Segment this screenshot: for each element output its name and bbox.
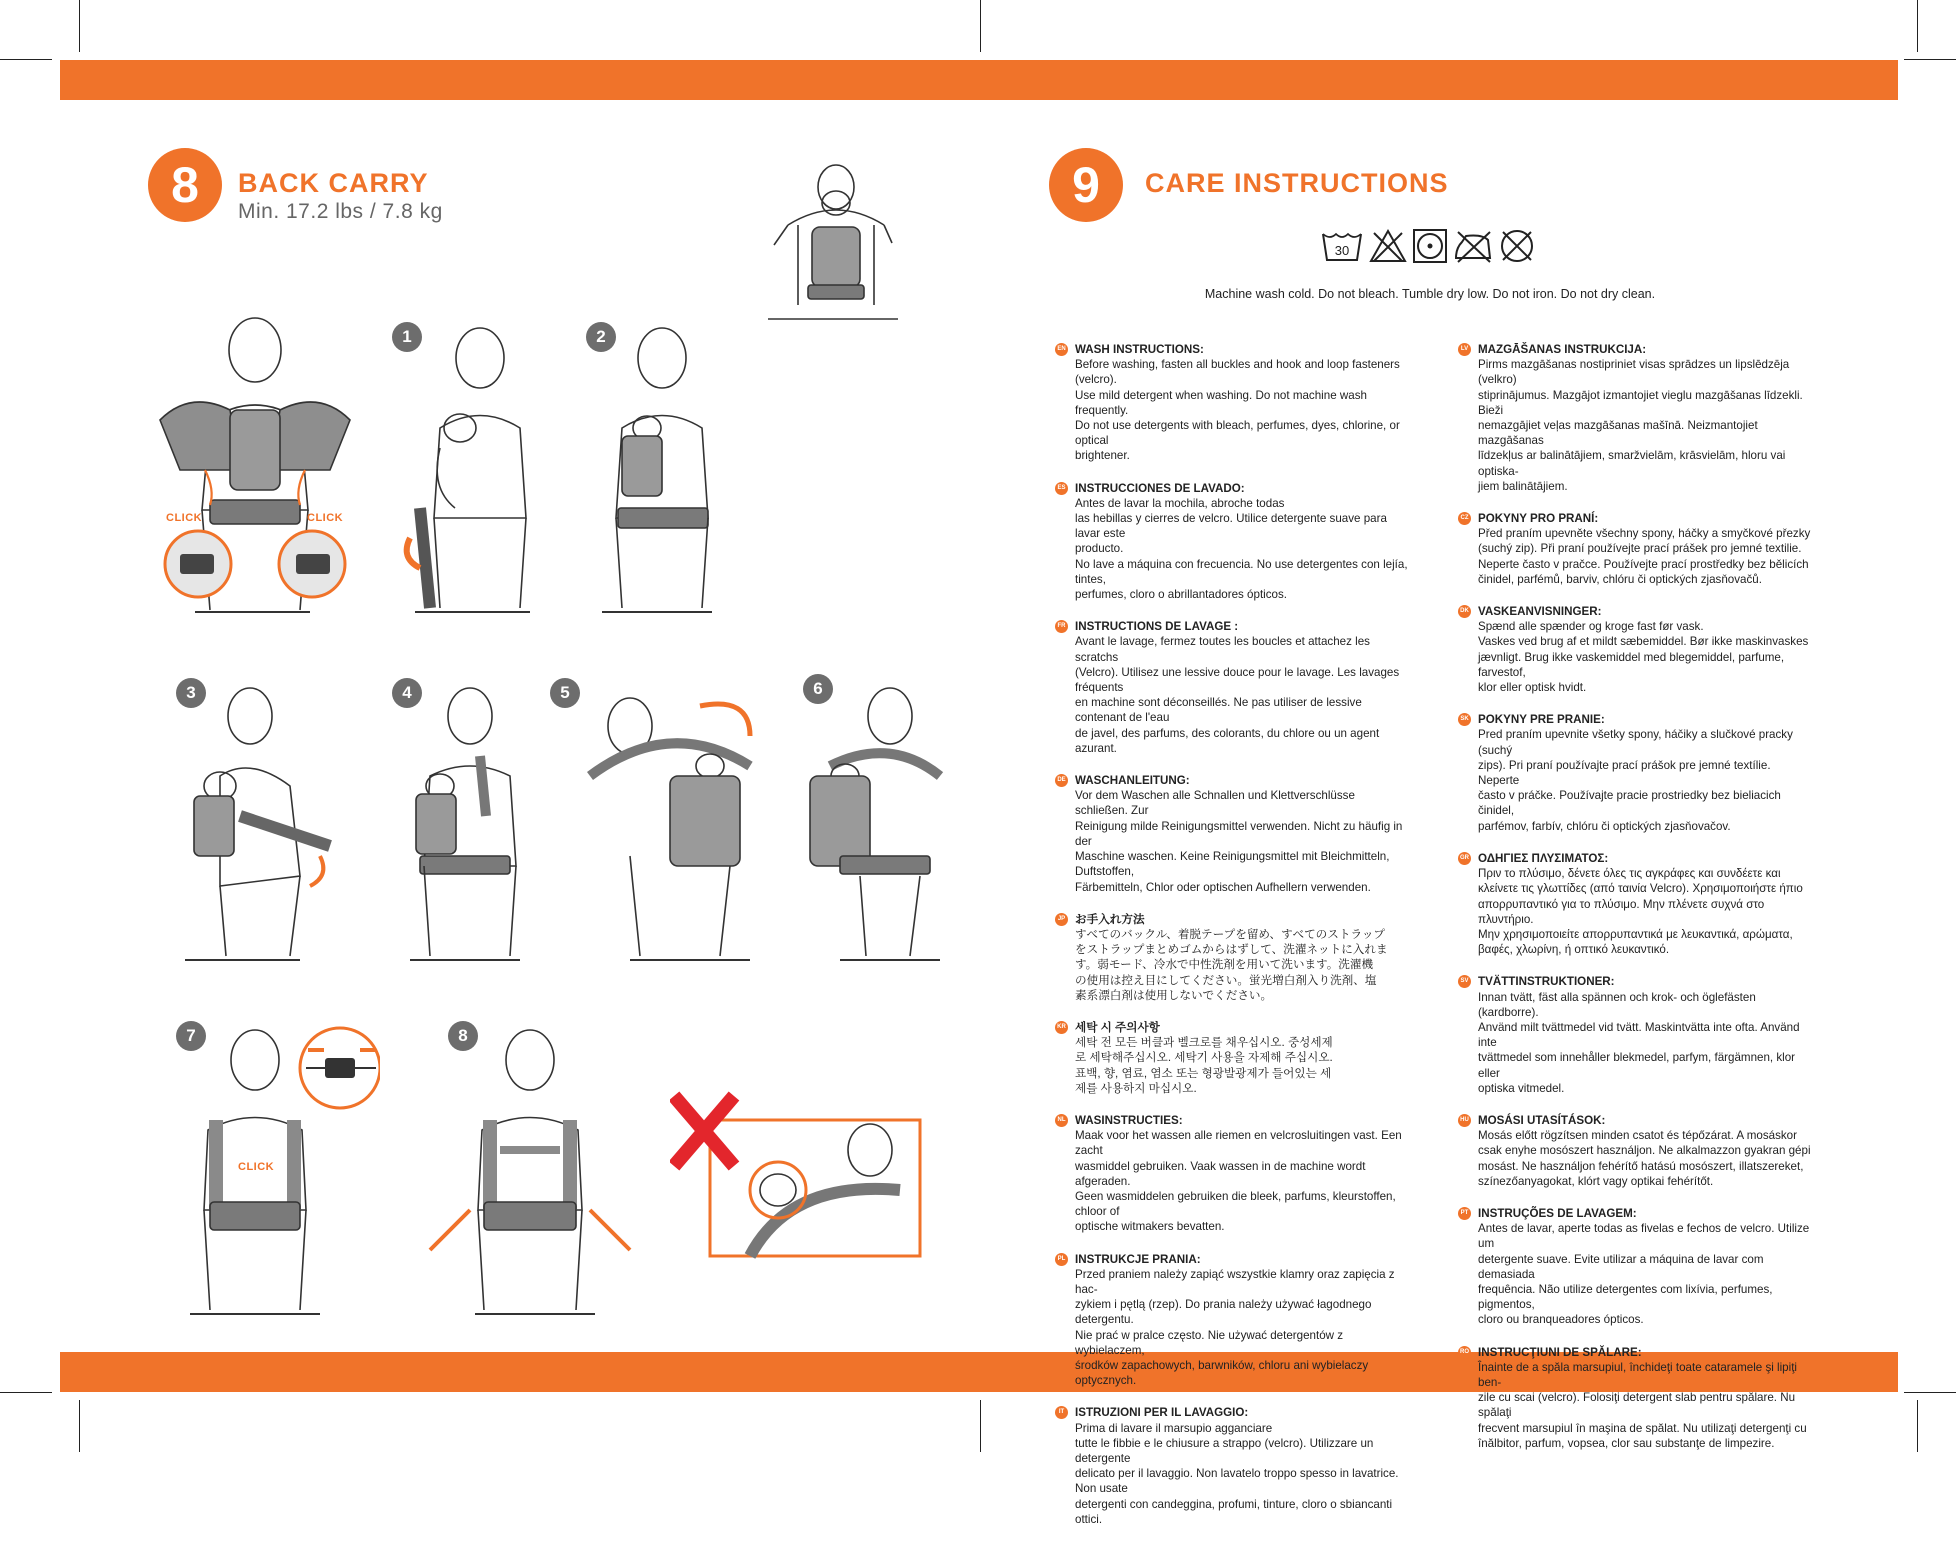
section-subtitle: Min. 17.2 lbs / 7.8 kg xyxy=(238,200,443,223)
care-instruction-text: Před praním upevněte všechny spony, háčky a smyčkové přezky (suchý zip). Při praní používejte prací prášek pro jemné textilie. Neperte často v pračce. Používejte prací prostředky bez bělicích činidel, parfémů, barviv, chlóru či optických zjasňovačů. xyxy=(1478,527,1811,586)
care-instruction-title: 세탁 시 주의사항 xyxy=(1075,1020,1160,1034)
wash-30-icon xyxy=(1320,228,1364,264)
care-instruction-text: Antes de lavar, aperte todas as fivelas e fechos de velcro. Utilize um detergente suave. Evite utilizar a máquina de lavar com demasiada frequência. Não utilize detergentes com lixívia, perfumes, pigmentos, cloro ou branqueadores ópticos. xyxy=(1478,1222,1810,1327)
step-8-illustration xyxy=(420,1010,640,1320)
care-instruction-title: MAZGĀŠANAS INSTRUKCIJA: xyxy=(1478,343,1647,356)
crop-mark xyxy=(980,1400,981,1452)
care-instruction-title: INSTRUKCJE PRANIA: xyxy=(1075,1252,1201,1266)
language-code-badge: HU xyxy=(1458,1114,1471,1127)
care-instruction-text: 세탁 전 모든 버클과 벨크로를 채우십시오. 중성세제 로 세탁해주십시오. 세탁기 사용을 자제해 주십시오. 표백, 향, 염료, 염소 또는 형광발광제가 들어있는 세 제를 사용하지 마십시오. xyxy=(1075,1036,1333,1095)
care-instruction-block xyxy=(1055,619,1410,756)
language-code-badge: KR xyxy=(1055,1021,1068,1034)
language-code-badge: RO xyxy=(1458,1346,1471,1359)
click-label: CLICK xyxy=(307,512,344,524)
care-instruction-text: Πριν το πλύσιμο, δένετε όλες τις αγκράφες και συνδέετε και κλείνετε τις γλωττίδες (από ταινία Velcro). Χρησιμοποιήστε ήπιο απορρυπαντικό για το πλύσιμο. Μην πλένετε συχνά στο πλυντήριο. Μην χρησιμοποιείτε απορρυπαντικά με λευκαντικά, αρώματα, βαφές, χλωρίνη, ή οπτικό λευκαντικό. xyxy=(1478,867,1803,957)
step-3-illustration xyxy=(180,676,350,966)
step-number-8: 8 xyxy=(448,1021,478,1051)
care-instruction-title: INSTRUCCIONES DE LAVADO: xyxy=(1075,481,1245,495)
header-band xyxy=(60,60,1898,100)
step-number-6: 6 xyxy=(803,674,833,704)
care-instruction-block xyxy=(1458,511,1813,587)
care-instruction-title: お手入れ方法 xyxy=(1075,912,1145,926)
care-instruction-title: POKYNY PRE PRANIE: xyxy=(1478,713,1605,727)
care-instruction-block xyxy=(1458,604,1813,695)
care-instruction-title: TVÄTTINSTRUKTIONER: xyxy=(1478,975,1615,989)
step-number-4: 4 xyxy=(392,678,422,708)
care-instruction-title: ΟΔΗΓΙΕΣ ΠΛΥΣΙΜΑΤΟΣ: xyxy=(1478,851,1609,865)
step-2-illustration xyxy=(592,318,722,618)
care-instruction-block xyxy=(1055,481,1410,603)
care-instruction-text: Maak voor het wassen alle riemen en velcrosluitingen vast. Een zacht wasmiddel gebruiken. Vaak wassen in de machine wordt afgeraden. Geen wasmiddelen gebruiken die bleek, parfums, kleurstoffen, chloor of optische witmakers bevatten. xyxy=(1075,1129,1402,1234)
step-number-5: 5 xyxy=(550,678,580,708)
crop-mark xyxy=(1904,59,1956,60)
language-code-badge: SV xyxy=(1458,975,1471,988)
care-instruction-title: MOSÁSI UTASÍTÁSOK: xyxy=(1478,1113,1606,1127)
care-instruction-title: INSTRUÇÕES DE LAVAGEM: xyxy=(1478,1206,1637,1220)
step-1-illustration xyxy=(400,318,540,618)
tumble-dry-low-icon xyxy=(1412,228,1448,264)
care-instruction-text: Înainte de a spăla marsupiul, închideţi toate cataramele şi lipiţi ben- zile cu scai (velcro). Folosiţi detergent slab pentru spălare. Nu spălaţi frecvent marsupiul în maşina de spălat. Nu utilizaţi detergenţi cu înălbitor, parfum, vopsea, clor sau substanţe de limpezire. xyxy=(1478,1360,1807,1450)
care-instruction-text: Vor dem Waschen alle Schnallen und Klettverschlüsse schließen. Zur Reinigung milde Reinigungsmittel verwenden. Nicht zu häufig in der Maschine waschen. Keine Reinigungsmittel mit Bleichmitteln, Duftstoffen, Färbemitteln, Chlor oder optischen Aufhellern verwenden. xyxy=(1075,789,1403,894)
crop-mark xyxy=(1917,1400,1918,1452)
care-instruction-title: WASINSTRUCTIES: xyxy=(1075,1113,1183,1127)
no-bleach-icon xyxy=(1368,228,1408,264)
step-4-illustration xyxy=(400,676,530,966)
incorrect-position-illustration xyxy=(670,1090,930,1260)
section-number-badge: 8 xyxy=(148,148,222,222)
no-dry-clean-icon xyxy=(1498,228,1536,264)
care-instruction-block xyxy=(1458,712,1813,834)
step-number-3: 3 xyxy=(176,678,206,708)
care-instruction-text: Antes de lavar la mochila, abroche todas las hebillas y cierres de velcro. Utilice detergente suave para lavar este producto. No lave a máquina con frecuencia. No use detergentes con lejía, tintes, perfumes, cloro o abrillantadores ópticos. xyxy=(1075,496,1408,602)
crop-mark xyxy=(1917,0,1918,52)
care-instruction-text: Pred praním upevnite všetky spony, háčiky a slučkové pracky (suchý zips). Pri praní používajte prací prášok pre jemné textílie. Neperte často v práčke. Používajte pracie prostriedky bez bieliacich činidel, parfémov, farbív, chlóru či optických zjasňovačov. xyxy=(1478,728,1793,833)
language-code-badge: NL xyxy=(1055,1114,1068,1127)
step-number-2: 2 xyxy=(586,322,616,352)
care-instruction-title: VASKEANVISNINGER: xyxy=(1478,605,1602,619)
buckle-detail-left-icon xyxy=(162,528,234,600)
step-7-illustration xyxy=(180,1010,380,1320)
language-code-badge: DK xyxy=(1458,605,1471,618)
crop-mark xyxy=(0,1392,52,1393)
care-instruction-block xyxy=(1055,1113,1410,1235)
click-label: CLICK xyxy=(238,1161,275,1173)
care-instruction-block xyxy=(1055,1405,1410,1527)
crop-mark xyxy=(980,0,981,52)
care-instruction-title: POKYNY PRO PRANÍ: xyxy=(1478,512,1599,526)
language-code-badge: EN xyxy=(1055,343,1068,356)
care-instruction-title: ISTRUZIONI PER IL LAVAGGIO: xyxy=(1075,1406,1249,1420)
section-title: BACK CARRY xyxy=(238,168,429,198)
care-instruction-block xyxy=(1458,974,1813,1096)
care-instruction-text: Przed praniem należy zapiąć wszystkie klamry oraz zapięcia z hac- zykiem i pętlą (rzep). Do prania należy używać łagodnego detergentu. Nie prać w pralce często. Nie używać detergentów z wybielaczem, środków zapachowych, barwników, chloru ani wybielaczy optycznych. xyxy=(1075,1267,1395,1388)
care-instruction-block xyxy=(1055,1020,1410,1096)
crop-mark xyxy=(1904,1392,1956,1393)
care-instruction-block xyxy=(1055,773,1410,895)
care-column-1 xyxy=(1055,342,1410,1544)
step-number-1: 1 xyxy=(392,322,422,352)
language-code-badge: ES xyxy=(1055,482,1068,495)
no-iron-icon xyxy=(1452,228,1494,264)
language-code-badge: JP xyxy=(1055,913,1068,926)
language-code-badge: GR xyxy=(1458,852,1471,865)
care-instruction-block xyxy=(1458,851,1813,957)
care-instruction-text: Prima di lavare il marsupio agganciare tutte le fibbie e le chiusure a strappo (velcro). Utilizzare un detergente delicato per il lavaggio. Non lavatelo troppo spesso in lavatrice. Non usate detergenti con candeggina, profumi, tinture, cloro o sbiancanti ottici. xyxy=(1075,1421,1399,1526)
care-instruction-text: Avant le lavage, fermez toutes les boucles et attachez les scratchs (Velcro). Utilisez une lessive douce pour le lavage. Les lavages fréquents en machine sont déconseillés. Ne pas utiliser de lessive contenant de l'eau de javel, des parfums, des colorants, du chlore ou un agent azurant. xyxy=(1075,635,1400,755)
care-instruction-block xyxy=(1458,1345,1813,1451)
language-code-badge: LV xyxy=(1458,343,1471,356)
crop-mark xyxy=(79,0,80,52)
language-code-badge: SK xyxy=(1458,713,1471,726)
care-instruction-text: すべてのバックル、着脱テープを留め、すべてのストラップ をストラップまとめゴムからはずして、洗濯ネットに入れま す。弱モード、冷水で中性洗剤を用いて洗います。洗濯機 の使用は控え目にしてください。蛍光増白剤入り洗剤、塩 素系漂白剤は使用しないでください。 xyxy=(1075,927,1388,1002)
care-instruction-text: Innan tvätt, fäst alla spännen och krok- och öglefästen (kardborre). Använd milt tvättmedel vid tvätt. Maskintvätta inte ofta. Använd inte tvättmedel som innehåller blekmedel, parfym, färgämnen, klor eller optiska vitmedel. xyxy=(1478,990,1800,1095)
care-column-2 xyxy=(1458,342,1813,1468)
crop-mark xyxy=(0,59,52,60)
care-instruction-block xyxy=(1055,342,1410,464)
care-instruction-title: WASH INSTRUCTIONS: xyxy=(1075,343,1204,356)
care-instruction-text: Pirms mazgāšanas nostipriniet visas sprādzes un lipslēdzēja (velkro) stiprinājumus. Mazgājot izmantojiet vieglu mazgāšanas līdzekli. Bieži nemazgājiet veļas mazgāšanas mašīnā. Neizmantojiet mazgāšanas līdzekļus ar balinātājiem, smaržvielām, krāsvielām, hloru vai optiska- jiem balinātājiem. xyxy=(1478,358,1803,493)
back-carry-reference-illustration xyxy=(768,155,898,325)
care-instruction-text: Spænd alle spænder og kroge fast før vask. Vaskes ved brug af et mildt sæbemiddel. Bør ikke maskinvaskes jævnligt. Brug ikke vaskemiddel med blegemiddel, parfume, farvestof, klor eller optisk hvidt. xyxy=(1478,620,1809,695)
step-number-7: 7 xyxy=(176,1021,206,1051)
section-number-badge: 9 xyxy=(1049,148,1123,222)
step-5-illustration xyxy=(570,676,780,966)
language-code-badge: CZ xyxy=(1458,512,1471,525)
care-instruction-title: INSTRUCTIONS DE LAVAGE : xyxy=(1075,620,1239,634)
care-symbols-caption: Machine wash cold. Do not bleach. Tumble dry low. Do not iron. Do not dry clean. xyxy=(1204,287,1656,301)
care-instruction-block xyxy=(1458,1206,1813,1328)
care-instruction-block xyxy=(1055,912,1410,1003)
language-code-badge: PT xyxy=(1458,1207,1471,1220)
language-code-badge: IT xyxy=(1055,1406,1068,1419)
language-code-badge: PL xyxy=(1055,1253,1068,1266)
care-instruction-block xyxy=(1055,1252,1410,1389)
crop-mark xyxy=(79,1400,80,1452)
buckle-detail-right-icon xyxy=(276,528,348,600)
click-label: CLICK xyxy=(166,512,203,524)
wash-temp-label: 30 xyxy=(1334,243,1350,258)
section-title: CARE INSTRUCTIONS xyxy=(1145,168,1449,198)
care-instruction-title: INSTRUCŢIUNI DE SPĂLARE: xyxy=(1478,1345,1642,1359)
care-instruction-text: Mosás előtt rögzítsen minden csatot és tépőzárat. A mosáskor csak enyhe mosószert használjon. Ne alkalmazzon gyakran gépi mosást. Ne használjon fehérítő hatású mosószert, illatszereket, színezőanyagokat, klórt vagy optikai fehérítőt. xyxy=(1478,1129,1811,1188)
language-code-badge: DE xyxy=(1055,774,1068,787)
care-instruction-block xyxy=(1458,1113,1813,1189)
language-code-badge: FR xyxy=(1055,620,1068,633)
care-instruction-text: Before washing, fasten all buckles and hook and loop fasteners (velcro). Use mild detergent when washing. Do not machine wash frequently. Do not use detergents with bleach, perfumes, dyes, chlorine, or optical brightener. xyxy=(1075,358,1400,463)
care-instruction-block xyxy=(1458,342,1813,494)
care-instruction-title: WASCHANLEITUNG: xyxy=(1075,774,1190,788)
step-6-illustration xyxy=(800,676,950,966)
